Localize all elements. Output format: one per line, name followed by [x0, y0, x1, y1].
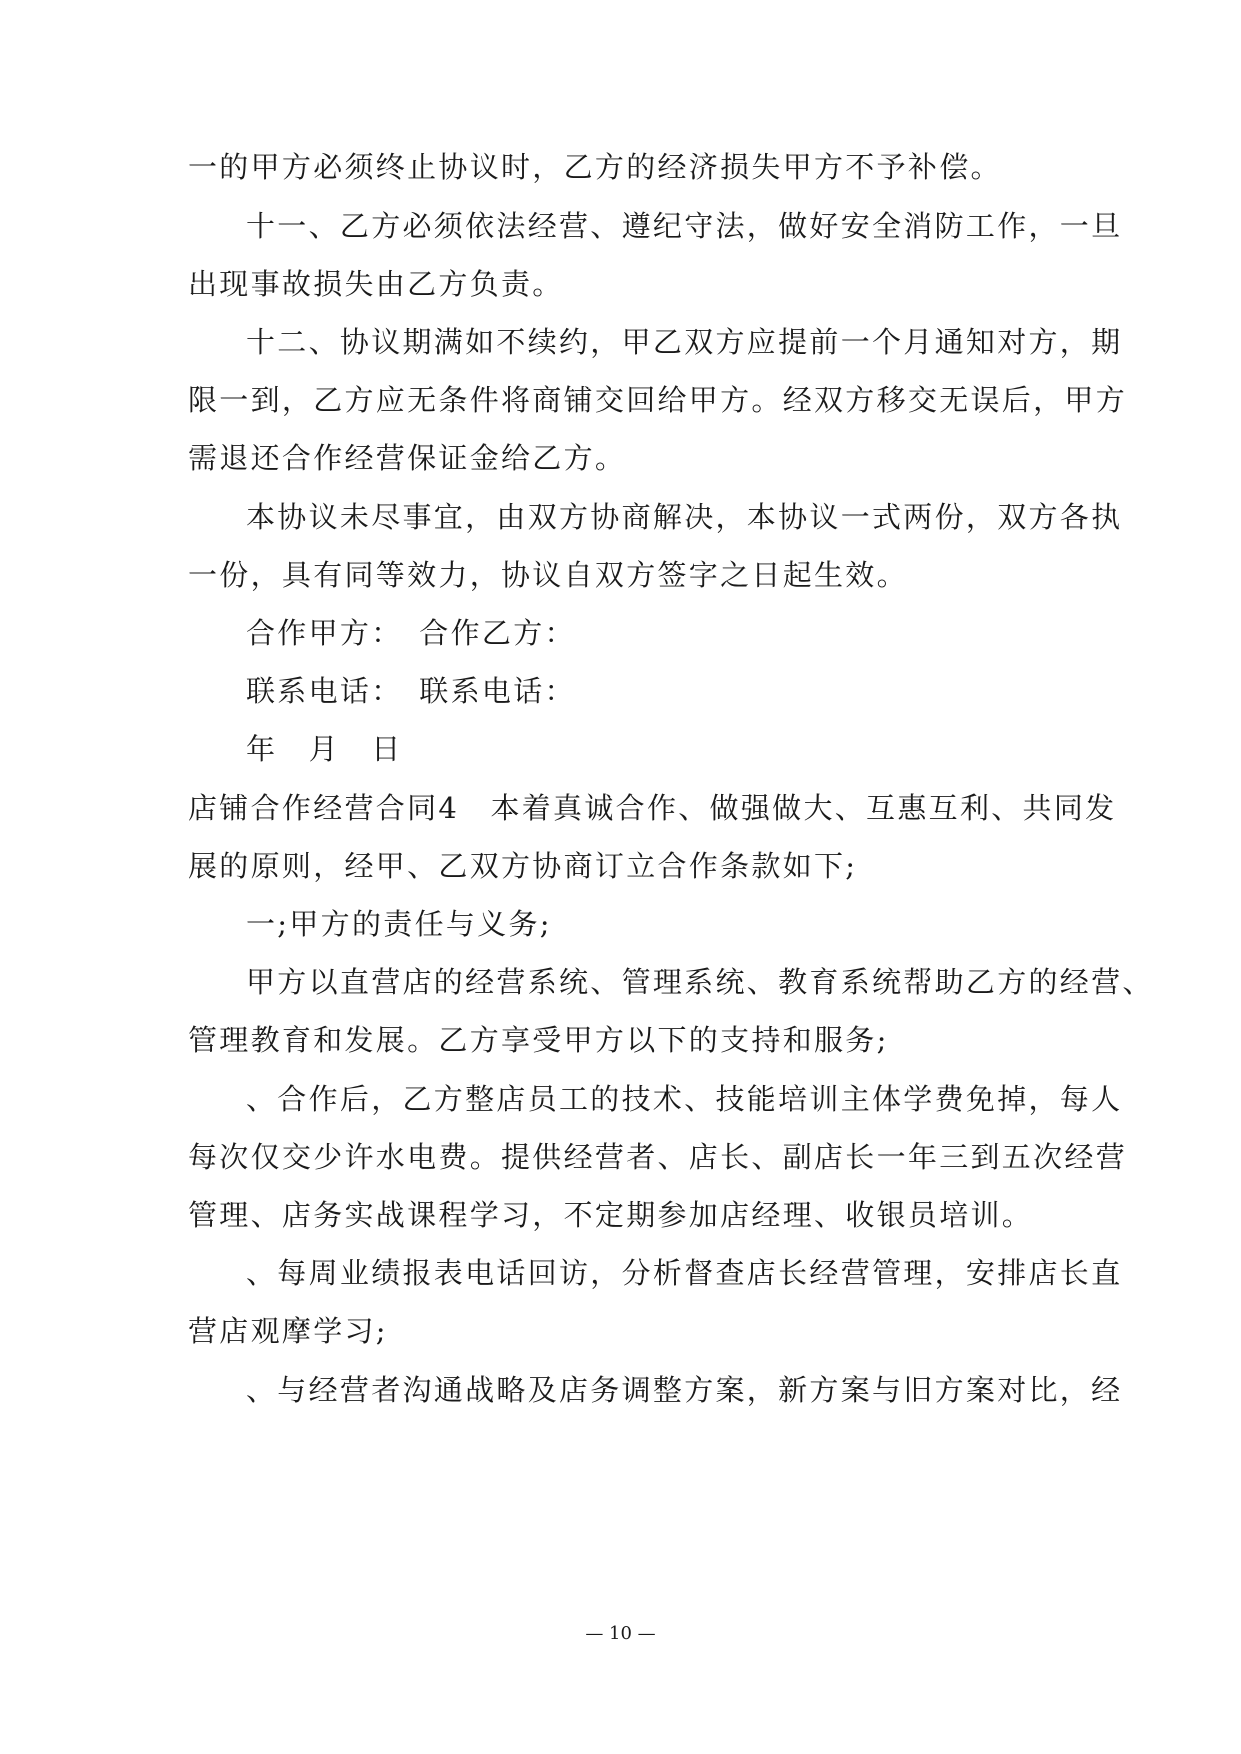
- text-line: 一;甲方的责任与义务;: [246, 907, 552, 941]
- text-line: 一的甲方必须终止协议时，乙方的经济损失甲方不予补偿。: [188, 150, 1002, 184]
- text-line: 合作甲方： 合作乙方：: [246, 616, 576, 650]
- page-number: — 10 —: [585, 1623, 656, 1644]
- text-line: 每次仅交少许水电费。提供经营者、店长、副店长一年三到五次经营: [188, 1140, 1128, 1174]
- text-line: 本协议未尽事宜，由双方协商解决，本协议一式两份，双方各执: [246, 500, 1123, 534]
- text-line: 限一到，乙方应无条件将商铺交回给甲方。经双方移交无误后，甲方: [188, 383, 1128, 417]
- text-line: 出现事故损失由乙方负责。: [188, 267, 564, 301]
- text-line: 一份，具有同等效力，协议自双方签字之日起生效。: [188, 558, 908, 592]
- text-line: 营店观摩学习;: [188, 1314, 388, 1348]
- text-line: 展的原则，经甲、乙双方协商订立合作条款如下;: [188, 849, 858, 883]
- text-line: 、与经营者沟通战略及店务调整方案，新方案与旧方案对比，经: [246, 1373, 1123, 1407]
- text-line: 管理教育和发展。乙方享受甲方以下的支持和服务;: [188, 1023, 889, 1057]
- text-line: 管理、店务实战课程学习，不定期参加店经理、收银员培训。: [188, 1198, 1034, 1232]
- text-line: 联系电话： 联系电话：: [246, 674, 576, 708]
- text-line: 十一、乙方必须依法经营、遵纪守法，做好安全消防工作，一旦: [246, 209, 1123, 243]
- text-line: 、合作后，乙方整店员工的技术、技能培训主体学费免掉，每人: [246, 1082, 1123, 1116]
- text-line: 甲方以直营店的经营系统、管理系统、教育系统帮助乙方的经营、: [246, 965, 1154, 999]
- text-line: 十二、协议期满如不续约，甲乙双方应提前一个月通知对方，期: [246, 325, 1123, 359]
- text-line: 需退还合作经营保证金给乙方。: [188, 441, 627, 475]
- text-line: 年 月 日: [246, 732, 403, 766]
- text-line: 店铺合作经营合同4 本着真诚合作、做强做大、互惠互利、共同发: [188, 791, 1117, 825]
- text-line: 、每周业绩报表电话回访，分析督查店长经营管理，安排店长直: [246, 1256, 1123, 1290]
